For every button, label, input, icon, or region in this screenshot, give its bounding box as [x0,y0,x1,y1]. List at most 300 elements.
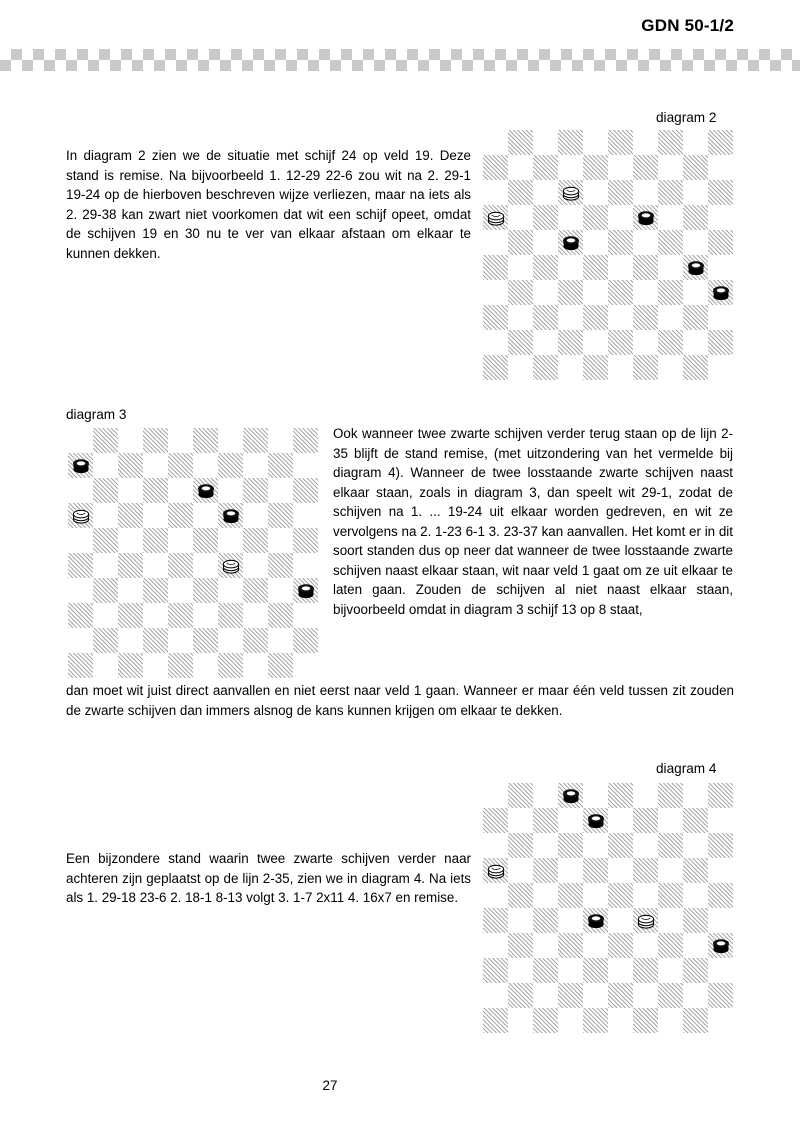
board-square-dark [708,833,733,858]
board-square-dark [93,478,118,503]
board-square-light [93,553,118,578]
board-square-light [708,808,733,833]
board-square-light [558,808,583,833]
board-square-light [708,355,733,380]
white-piece-icon [561,183,580,202]
board-square-dark [168,503,193,528]
black-piece-icon [636,208,655,227]
board-square-light [193,453,218,478]
board-square-light [708,958,733,983]
board-square-light [683,833,708,858]
board-square-light [533,883,558,908]
board-square-dark [658,330,683,355]
board-square-light [558,1008,583,1033]
board-square-light [533,180,558,205]
board-square-light [68,478,93,503]
board-square-light [168,478,193,503]
board-square-light [483,280,508,305]
board-square-light [683,983,708,1008]
board-square-light [243,603,268,628]
board-square-dark [508,280,533,305]
board-square-light [608,255,633,280]
board-square-light [168,578,193,603]
board-square-dark [508,983,533,1008]
board-square-dark [293,428,318,453]
board-square-dark [243,428,268,453]
board-square-light [268,578,293,603]
board-square-light [583,983,608,1008]
paragraph-full-width: dan moet wit juist direct aanvallen en niet eerst naar veld 1 gaan. Wanneer er maar één veld tussen zit zouden de zwarte schijven dan immers alsnog de kans kunnen krijgen om elkaar te dekken. [66,683,734,718]
board-square-light [558,305,583,330]
board-square-light [708,858,733,883]
white-piece-icon [221,556,240,575]
board-square-light [293,503,318,528]
board-square-light [143,603,168,628]
board-square-dark [268,453,293,478]
board-square-dark [293,628,318,653]
board-square-light [533,280,558,305]
white-piece-icon [71,506,90,525]
board-square-dark [118,453,143,478]
board-square-dark [508,230,533,255]
board-square-light [583,180,608,205]
board-square-dark [168,553,193,578]
board-square-light [683,180,708,205]
board-square-light [558,958,583,983]
board-square-light [193,603,218,628]
board-square-dark [143,578,168,603]
board-square-dark [608,933,633,958]
board-square-dark [168,603,193,628]
board-square-dark [193,578,218,603]
board-square-dark [708,933,733,958]
board-square-dark [708,230,733,255]
board-square-light [658,858,683,883]
board-square-dark [708,280,733,305]
board-square-light [583,933,608,958]
board-square-dark [193,478,218,503]
board-square-light [658,958,683,983]
paragraph-diagram-4: Een bijzondere stand waarin twee zwarte schijven verder naar achteren zijn geplaatst op de lijn 2-35, zien we in diagram 4. Na iets als 1. 29-18 23-6 2. 18-1 8-13 volgt 3. 1-7 2x11 4. 16x7 en remise. [66,851,471,905]
board-square-light [558,155,583,180]
board-square-light [508,858,533,883]
board-square-light [583,230,608,255]
board-square-dark [583,155,608,180]
board-square-light [658,355,683,380]
board-square-light [218,628,243,653]
draughts-board-diagram-3 [68,428,318,678]
board-square-dark [483,1008,508,1033]
board-square-light [533,130,558,155]
board-square-dark [583,205,608,230]
paragraph-diagram-3: Ook wanneer twee zwarte schijven verder terug staan op de lijn 2-35 blijft de stand remise, (met uitzondering van het vermelde bij diagram 4). Wanneer de twee losstaande zwarte schijven naast elkaar staan, zoals in diagram 3, dan speelt wit 29-1, zodat de schijven na 1. ... 19-24 uit elkaar worden gedreven, en wit ze vervolgens na 2. 1-23 6-1 3. 23-37 kan aanvallen. Het komt er in dit soort standen dus op neer dat wanneer de twee losstaande zwarte schijven naast elkaar staan, wit naar veld 1 gaat om ze uit elkaar te laten gaan. Zouden de schijven al niet naast elkaar staan, bijvoorbeeld omdat in diagram 3 schijf 13 op 8 staat, [333,426,733,617]
board-square-dark [483,908,508,933]
board-square-light [583,883,608,908]
black-piece-icon [196,481,215,500]
board-square-light [533,833,558,858]
board-square-dark [558,933,583,958]
board-square-dark [118,603,143,628]
board-square-light [633,933,658,958]
board-square-dark [68,453,93,478]
board-square-light [508,255,533,280]
board-square-light [683,280,708,305]
board-square-dark [583,1008,608,1033]
board-square-dark [633,1008,658,1033]
board-square-light [483,983,508,1008]
board-square-light [143,503,168,528]
board-square-dark [683,1008,708,1033]
board-square-light [508,155,533,180]
board-square-dark [633,355,658,380]
board-square-light [483,833,508,858]
board-square-dark [633,958,658,983]
board-square-light [658,808,683,833]
board-square-light [218,578,243,603]
board-square-dark [118,653,143,678]
board-square-dark [683,155,708,180]
board-square-dark [483,355,508,380]
black-piece-icon [711,283,730,302]
board-square-dark [218,503,243,528]
board-square-dark [683,255,708,280]
board-square-light [558,908,583,933]
board-square-light [633,883,658,908]
board-square-dark [708,883,733,908]
board-square-light [533,783,558,808]
board-square-dark [533,155,558,180]
board-square-dark [293,528,318,553]
board-square-dark [683,808,708,833]
board-square-dark [658,180,683,205]
board-square-dark [533,305,558,330]
board-square-light [483,783,508,808]
board-square-light [483,933,508,958]
board-square-dark [118,553,143,578]
board-square-light [68,528,93,553]
board-square-light [143,453,168,478]
board-square-light [218,428,243,453]
board-square-dark [168,453,193,478]
board-square-dark [218,653,243,678]
board-square-dark [68,553,93,578]
board-square-light [633,180,658,205]
white-piece-icon [486,861,505,880]
black-piece-icon [71,456,90,475]
board-square-dark [558,883,583,908]
board-square-light [708,255,733,280]
black-piece-icon [296,581,315,600]
board-square-dark [608,883,633,908]
board-square-light [708,155,733,180]
diagram-2-caption: diagram 2 [656,110,717,125]
board-square-dark [268,553,293,578]
board-square-dark [558,783,583,808]
board-square-light [583,130,608,155]
board-square-light [118,578,143,603]
page-title: GDN 50-1/2 [641,16,734,35]
board-square-dark [483,808,508,833]
board-square-light [143,553,168,578]
board-square-light [268,428,293,453]
board-square-light [293,453,318,478]
board-square-light [508,908,533,933]
board-square-light [508,958,533,983]
board-square-dark [533,958,558,983]
board-square-dark [93,528,118,553]
board-square-dark [608,783,633,808]
board-square-light [608,908,633,933]
board-square-light [68,628,93,653]
board-square-light [558,355,583,380]
board-square-dark [533,908,558,933]
board-square-light [658,255,683,280]
board-square-light [68,578,93,603]
board-square-dark [243,628,268,653]
board-square-dark [68,503,93,528]
board-square-dark [683,858,708,883]
board-square-dark [508,180,533,205]
board-square-dark [143,478,168,503]
board-square-dark [268,603,293,628]
board-square-light [483,230,508,255]
board-square-light [243,653,268,678]
board-square-dark [93,428,118,453]
board-square-dark [243,528,268,553]
white-piece-icon [636,911,655,930]
board-square-dark [633,205,658,230]
board-square-light [708,205,733,230]
board-square-dark [483,958,508,983]
board-square-light [118,628,143,653]
board-square-dark [143,428,168,453]
board-square-light [558,858,583,883]
board-square-light [658,155,683,180]
board-square-light [683,883,708,908]
board-square-light [193,553,218,578]
board-square-dark [483,305,508,330]
board-square-dark [558,330,583,355]
board-square-dark [633,305,658,330]
board-square-dark [658,783,683,808]
board-square-dark [68,653,93,678]
board-square-dark [683,355,708,380]
board-square-dark [558,280,583,305]
board-square-light [508,205,533,230]
board-square-light [683,783,708,808]
board-square-light [633,983,658,1008]
board-square-light [143,653,168,678]
board-square-light [508,808,533,833]
board-square-dark [93,578,118,603]
board-square-light [293,603,318,628]
board-square-light [168,628,193,653]
page-header [0,0,800,70]
board-square-dark [633,808,658,833]
black-piece-icon [586,811,605,830]
board-square-dark [583,958,608,983]
board-square-light [218,478,243,503]
board-square-dark [683,908,708,933]
black-piece-icon [561,786,580,805]
board-square-light [708,1008,733,1033]
board-square-dark [683,958,708,983]
board-square-dark [508,330,533,355]
board-square-light [583,783,608,808]
board-square-light [533,330,558,355]
draughts-board-diagram-2 [483,130,733,380]
board-square-dark [608,330,633,355]
board-square-dark [583,908,608,933]
board-square-dark [633,255,658,280]
board-square-dark [633,858,658,883]
board-square-light [293,553,318,578]
board-square-dark [583,858,608,883]
board-square-dark [708,180,733,205]
board-square-dark [533,1008,558,1033]
board-square-dark [293,478,318,503]
board-square-dark [658,933,683,958]
board-square-dark [483,205,508,230]
board-square-dark [608,983,633,1008]
board-square-dark [508,833,533,858]
black-piece-icon [686,258,705,277]
board-square-light [608,958,633,983]
board-square-light [168,428,193,453]
board-square-light [243,503,268,528]
board-square-light [243,453,268,478]
board-square-dark [683,205,708,230]
board-square-dark [658,230,683,255]
board-square-light [608,155,633,180]
board-square-dark [683,305,708,330]
board-square-light [118,528,143,553]
board-square-dark [508,783,533,808]
board-square-dark [293,578,318,603]
board-square-dark [658,983,683,1008]
board-square-dark [118,503,143,528]
board-square-dark [68,603,93,628]
board-square-light [508,355,533,380]
board-square-light [268,528,293,553]
board-square-light [483,130,508,155]
black-piece-icon [586,911,605,930]
board-square-dark [243,478,268,503]
board-square-light [583,280,608,305]
board-square-light [508,305,533,330]
board-square-dark [558,180,583,205]
board-square-dark [143,528,168,553]
board-square-light [93,503,118,528]
board-square-dark [708,330,733,355]
board-square-light [633,130,658,155]
board-square-dark [268,653,293,678]
board-square-light [243,553,268,578]
board-square-light [268,478,293,503]
board-square-dark [608,280,633,305]
board-square-light [558,255,583,280]
board-square-light [93,603,118,628]
board-square-dark [193,628,218,653]
paragraph-diagram-2: In diagram 2 zien we de situatie met schijf 24 op veld 19. Deze stand is remise. Na bijvoorbeeld 1. 12-29 22-6 zou wit na 2. 29-1 19-24 op de hierboven beschreven wijze verliezen, maar na iets als 2. 29-38 kan zwart niet voorkomen dat wit een schijf opeet, omdat de schijven 19 en 30 nu te ver van elkaar afstaan om elkaar te kunnen dekken. [66,148,471,261]
board-square-dark [218,453,243,478]
board-square-light [583,330,608,355]
board-square-light [658,205,683,230]
board-square-light [658,1008,683,1033]
board-square-dark [193,428,218,453]
board-square-dark [533,355,558,380]
board-square-dark [533,205,558,230]
diagram-4-caption: diagram 4 [656,761,717,776]
board-square-light [193,503,218,528]
white-piece-icon [486,208,505,227]
board-square-light [533,983,558,1008]
board-square-light [633,230,658,255]
board-square-light [633,833,658,858]
diagram-3-caption: diagram 3 [66,407,127,422]
board-square-light [93,453,118,478]
board-square-dark [708,983,733,1008]
board-square-light [633,330,658,355]
draughts-board-diagram-4 [483,783,733,1033]
board-square-dark [658,883,683,908]
board-square-dark [218,553,243,578]
board-square-light [293,653,318,678]
board-square-light [93,653,118,678]
board-square-dark [483,155,508,180]
board-square-light [608,205,633,230]
board-square-dark [658,280,683,305]
board-square-light [608,858,633,883]
board-square-dark [483,858,508,883]
board-square-dark [608,180,633,205]
checkered-divider [0,49,800,71]
board-square-light [708,908,733,933]
board-square-dark [608,833,633,858]
board-square-dark [658,130,683,155]
board-square-light [633,783,658,808]
board-square-light [683,933,708,958]
board-square-dark [93,628,118,653]
board-square-dark [708,130,733,155]
board-square-light [483,883,508,908]
board-square-light [118,478,143,503]
board-square-light [658,305,683,330]
board-square-dark [533,808,558,833]
board-square-dark [608,130,633,155]
board-square-dark [533,255,558,280]
board-square-dark [658,833,683,858]
board-square-light [483,330,508,355]
board-square-light [683,130,708,155]
board-square-dark [583,305,608,330]
board-square-dark [558,983,583,1008]
board-square-light [608,305,633,330]
board-square-dark [583,355,608,380]
board-square-light [658,908,683,933]
board-square-light [193,653,218,678]
board-square-light [168,528,193,553]
board-square-light [218,528,243,553]
board-square-light [608,355,633,380]
board-square-light [708,305,733,330]
board-square-dark [508,883,533,908]
board-square-dark [558,130,583,155]
black-piece-icon [711,936,730,955]
board-square-dark [193,528,218,553]
board-square-light [68,428,93,453]
board-square-light [583,833,608,858]
